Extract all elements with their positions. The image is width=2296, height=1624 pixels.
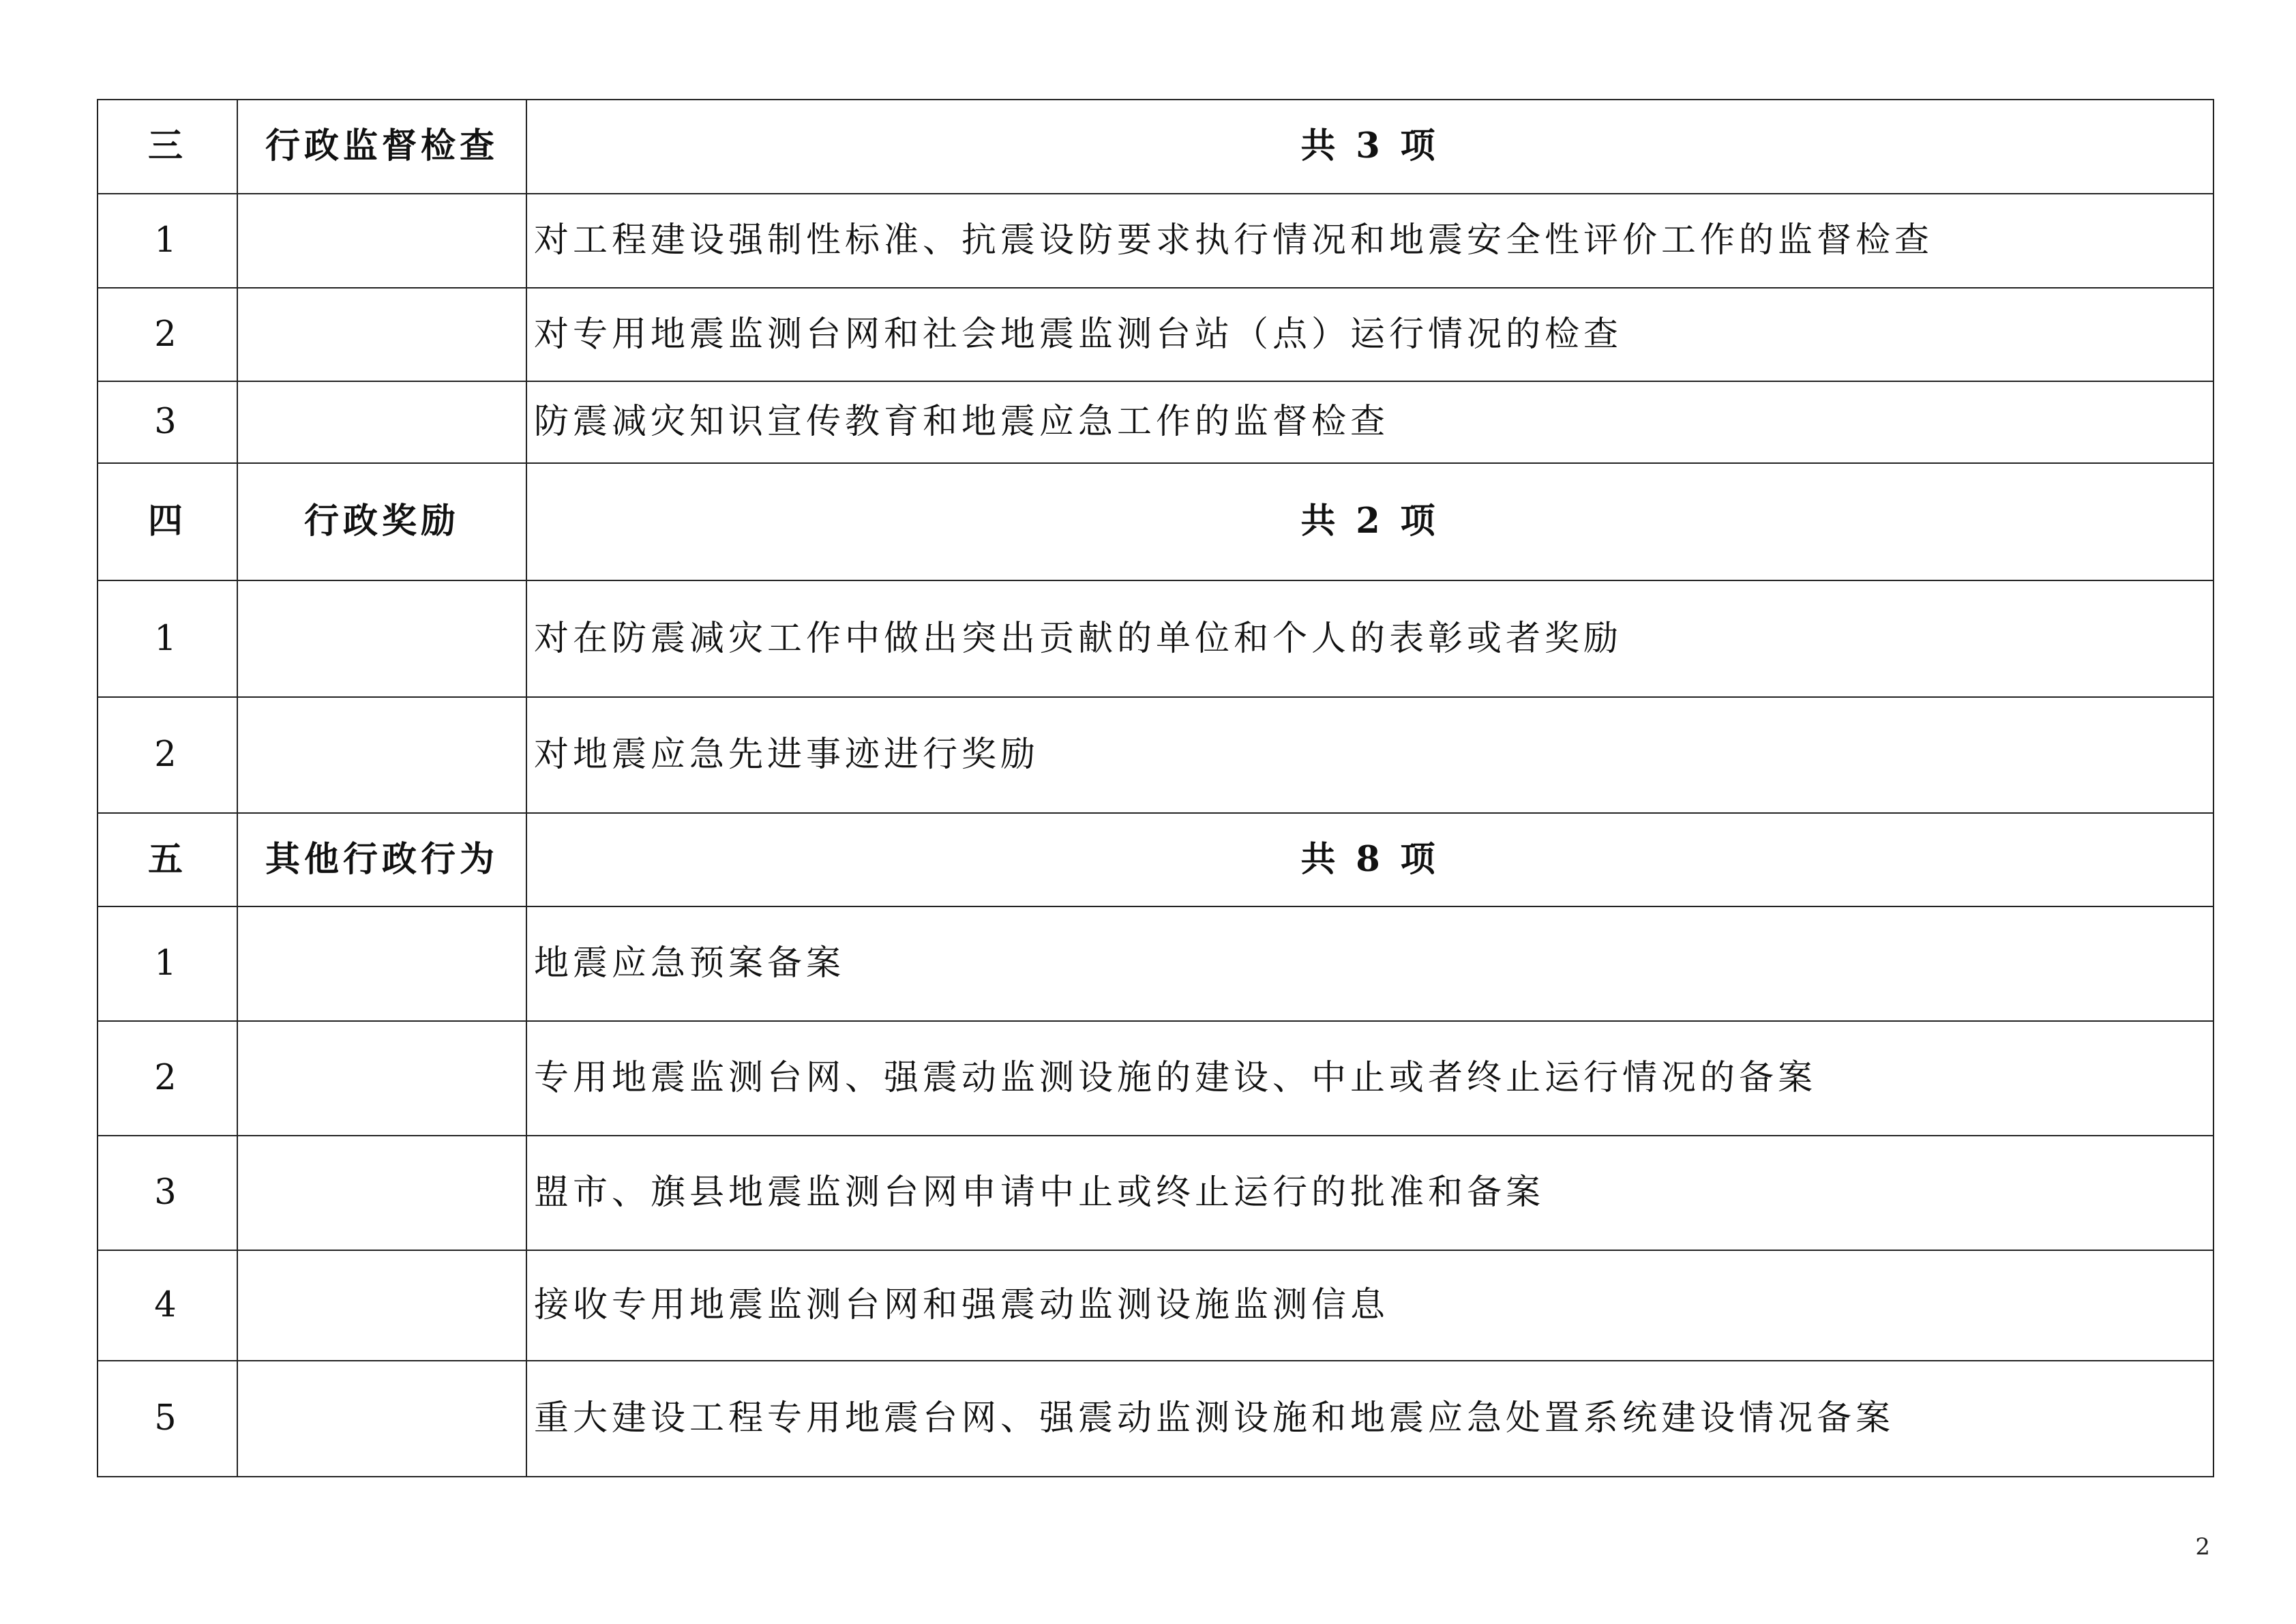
table-row (98, 1136, 2213, 1250)
section-total: 共 3 项 (526, 100, 2213, 194)
item-category-empty (237, 381, 526, 463)
table-row (98, 194, 2213, 288)
section-category: 行政监督检查 (237, 100, 526, 194)
item-text: 接收专用地震监测台网和强震动监测设施监测信息 (526, 1250, 2213, 1361)
section-number: 五 (98, 813, 237, 906)
section-number: 四 (98, 463, 237, 580)
section-total: 共 2 项 (526, 463, 2213, 580)
item-text: 地震应急预案备案 (526, 906, 2213, 1021)
item-number: 2 (98, 697, 237, 813)
item-category-empty (237, 1136, 526, 1250)
item-text: 防震减灾知识宣传教育和地震应急工作的监督检查 (526, 381, 2213, 463)
item-number: 1 (98, 580, 237, 697)
item-number: 5 (98, 1361, 237, 1477)
item-text: 对工程建设强制性标准、抗震设防要求执行情况和地震安全性评价工作的监督检查 (526, 194, 2213, 288)
item-category-empty (237, 1021, 526, 1136)
item-category-empty (237, 697, 526, 813)
table-row (98, 906, 2213, 1021)
item-number: 1 (98, 906, 237, 1021)
item-category-empty (237, 288, 526, 381)
item-text: 专用地震监测台网、强震动监测设施的建设、中止或者终止运行情况的备案 (526, 1021, 2213, 1136)
table-row (98, 580, 2213, 697)
item-category-empty (237, 194, 526, 288)
item-text: 对在防震减灾工作中做出突出贡献的单位和个人的表彰或者奖励 (526, 580, 2213, 697)
item-text: 盟市、旗县地震监测台网申请中止或终止运行的批准和备案 (526, 1136, 2213, 1250)
item-number: 1 (98, 194, 237, 288)
table-row (98, 1250, 2213, 1361)
item-number: 4 (98, 1250, 237, 1361)
item-number: 3 (98, 381, 237, 463)
item-category-empty (237, 906, 526, 1021)
item-number: 3 (98, 1136, 237, 1250)
power-list-table (97, 99, 2214, 1477)
table-row (98, 697, 2213, 813)
table-row (98, 1361, 2213, 1477)
section-row (98, 463, 2213, 580)
item-number: 2 (98, 1021, 237, 1136)
item-number: 2 (98, 288, 237, 381)
item-category-empty (237, 580, 526, 697)
section-number: 三 (98, 100, 237, 194)
table-row (98, 381, 2213, 463)
item-category-empty (237, 1361, 526, 1477)
table-row (98, 288, 2213, 381)
section-category: 其他行政行为 (237, 813, 526, 906)
item-category-empty (237, 1250, 526, 1361)
page-number: 2 (2195, 1533, 2210, 1561)
table-row (98, 1021, 2213, 1136)
section-row (98, 813, 2213, 906)
item-text: 对地震应急先进事迹进行奖励 (526, 697, 2213, 813)
section-total: 共 8 项 (526, 813, 2213, 906)
section-category: 行政奖励 (237, 463, 526, 580)
item-text: 重大建设工程专用地震台网、强震动监测设施和地震应急处置系统建设情况备案 (526, 1361, 2213, 1477)
item-text: 对专用地震监测台网和社会地震监测台站（点）运行情况的检查 (526, 288, 2213, 381)
section-row (98, 100, 2213, 194)
